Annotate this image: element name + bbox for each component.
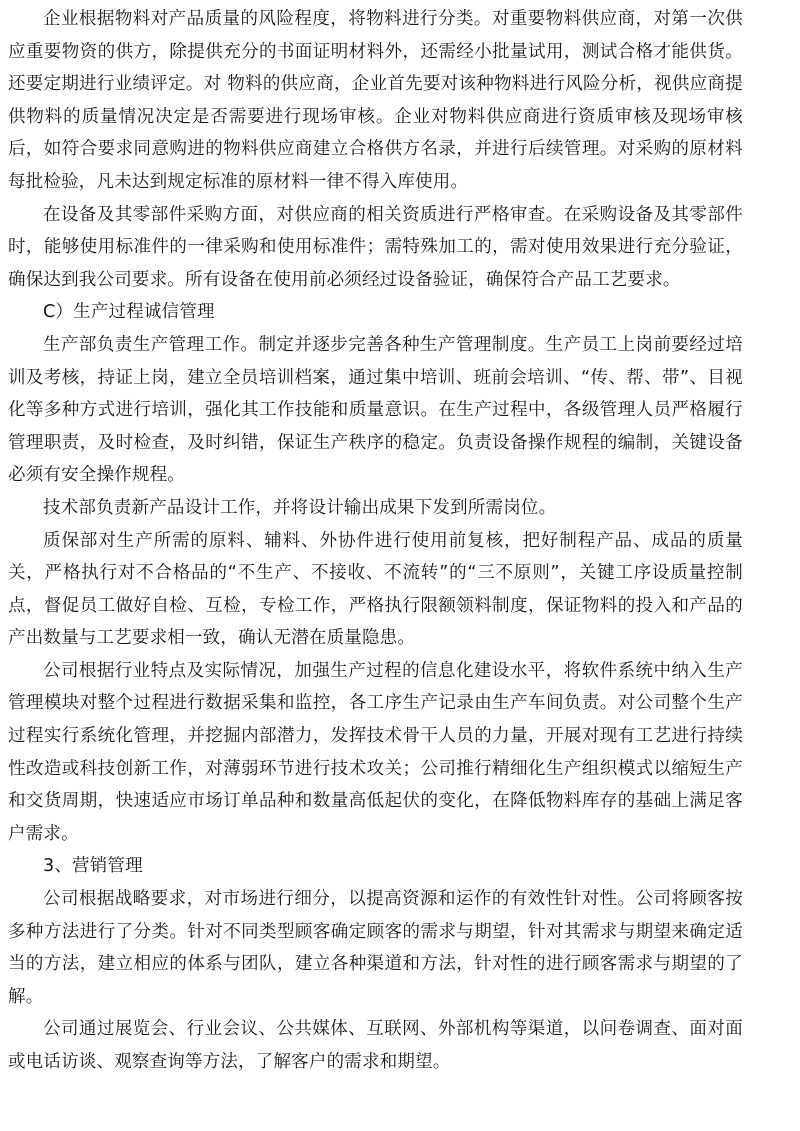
paragraph-technical-department: 技术部负责新产品设计工作，并将设计输出成果下发到所需岗位。 [43, 497, 557, 518]
document-page [8, 3, 743, 1079]
paragraph-production-informatization: 公司根据行业特点及实际情况，加强生产过程的信息化建设水平，将软件系统中纳入生产管理模块对整个过程进行数据采集和监控，各工序生产记录由生产车间负责。对公司整个生产过程实行系统化管理，并挖掘内部潜力，发挥技术骨干人员的力量，开展对现有工艺进行持续性改造或科技创新工作，对薄弱环节进行技术攻关；公司推行精细化生产组织模式以缩短生产和交货周期，快速适应市场订单品种和数量高低起伏的变化，在降低物料库存的基础上满足客户需求。 [8, 660, 743, 844]
paragraph-customer-channels: 公司通过展览会、行业会议、公共媒体、互联网、外部机构等渠道，以问卷调查、面对面或电话访谈、观察查询等方法，了解客户的需求和期望。 [8, 1019, 743, 1072]
paragraph-equipment-procurement: 在设备及其零部件采购方面，对供应商的相关资质进行严格审查。在采购设备及其零部件时，能够使用标准件的一律采购和使用标准件；需特殊加工的，需对使用效果进行充分验证，确保达到我公司要求。所有设备在使用前必须经过设备验证，确保符合产品工艺要求。 [8, 204, 743, 290]
section-heading-marketing-management: 3、营销管理 [43, 856, 143, 877]
paragraph-market-segmentation: 公司根据战略要求，对市场进行细分，以提高资源和运作的有效性针对性。公司将顾客按多种方法进行了分类。针对不同类型顾客确定顾客的需求与期望，针对其需求与期望来确定适当的方法，建立相应的体系与团队，建立各种渠道和方法，针对性的进行顾客需求与期望的了解。 [8, 889, 743, 1007]
section-heading-production-integrity: C）生产过程诚信管理 [43, 302, 215, 323]
paragraph-material-classification: 企业根据物料对产品质量的风险程度，将物料进行分类。对重要物料供应商，对第一次供应重要物资的供方，除提供充分的书面证明材料外，还需经小批量试用，测试合格才能供货。还要定期进行业绩评定。对 物料的供应商，企业首先要对该种物料进行风险分析，视供应商提供物料的质量情况决定是否需要进行现场审核。企业对物料供应商进行资质审核及现场审核后，如符合要求同意购进的物料供应商建立合格供方名录，并进行后续管理。对采购的原材料每批检验，凡未达到规定标准的原材料一律不得入库使用。 [8, 9, 743, 192]
paragraph-production-department: 生产部负责生产管理工作。制定并逐步完善各种生产管理制度。生产员工上岗前要经过培训及考核，持证上岗，建立全员培训档案，通过集中培训、班前会培训、“传、帮、带”、目视化等多种方式进行培训，强化其工作技能和质量意识。在生产过程中，各级管理人员严格履行管理职责，及时检查，及时纠错，保证生产秩序的稳定。负责设备操作规程的编制，关键设备必须有安全操作规程。 [8, 334, 743, 486]
paragraph-quality-department: 质保部对生产所需的原料、辅料、外协件进行使用前复核，把好制程产品、成品的质量关，严格执行对不合格品的“不生产、不接收、不流转”的“三不原则”，关键工序设质量控制点，督促员工做好自检、互检，专检工作，严格执行限额领料制度，保证物料的投入和产品的产出数量与工艺要求相一致，确认无潜在质量隐患。 [8, 530, 743, 649]
